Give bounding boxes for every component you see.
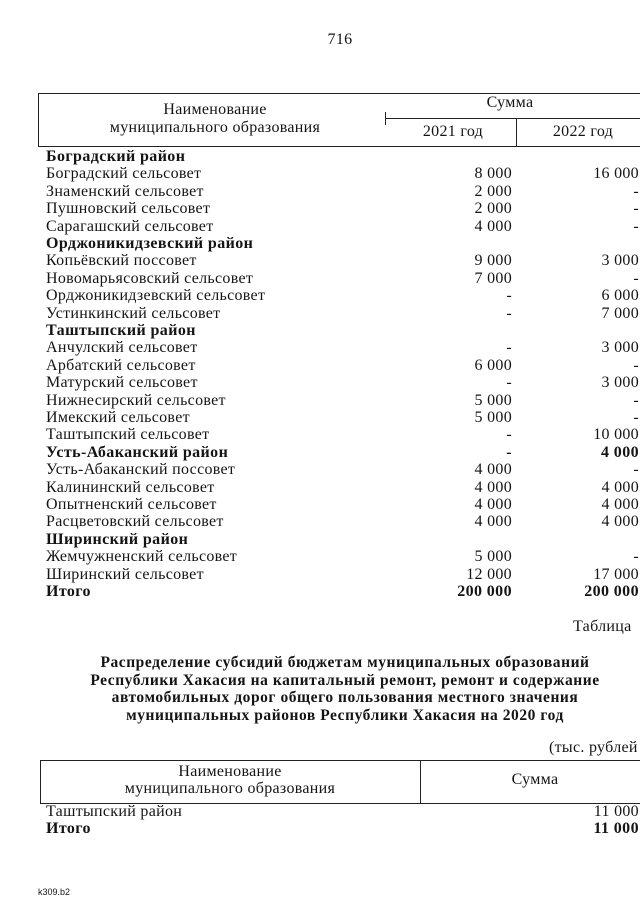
table-row	[38, 426, 640, 443]
table-row	[38, 270, 640, 287]
table2-body	[40, 803, 640, 839]
table-row	[38, 200, 640, 217]
table-row	[38, 479, 640, 496]
table1-2022-header: 2022 год	[552, 123, 614, 140]
value-2022-cell: 6 000	[601, 287, 639, 305]
table-row	[38, 305, 640, 322]
table-row	[38, 513, 640, 530]
row-name-cell: Итого	[46, 820, 91, 837]
value-2021-cell: -	[506, 287, 512, 305]
value-2022-cell: -	[633, 269, 639, 287]
value-2021-cell: -	[506, 339, 512, 357]
footer-code: k309.b2	[38, 887, 71, 897]
table-row	[38, 357, 640, 374]
row-name-cell: Пушновский сельсовет	[46, 200, 211, 218]
value-2022-cell: 17 000	[593, 565, 639, 583]
value-2021-cell: 4 000	[474, 478, 512, 496]
value-2021-cell: 7 000	[474, 269, 512, 287]
value-2022-cell: 10 000	[593, 426, 639, 444]
value-2021-cell: 4 000	[474, 217, 512, 235]
table2-title	[50, 654, 640, 724]
row-name-cell: Орджоникидзевский сельсовет	[46, 287, 266, 305]
value-2021-cell: 5 000	[474, 409, 512, 426]
value-2021-cell: -	[506, 443, 512, 461]
district-row	[38, 531, 640, 548]
table1-left-border	[38, 93, 39, 147]
value-2022-cell: 7 000	[601, 304, 639, 322]
row-name-cell: Таштыпский район	[46, 322, 196, 339]
value-2022-cell: 4 000	[601, 496, 639, 513]
table-row	[38, 218, 640, 235]
row-name-cell: Опытненский сельсовет	[46, 496, 217, 513]
table-row	[38, 461, 640, 478]
table1-name-header-line2: муниципального образования	[109, 119, 321, 136]
row-name-cell: Имекский сельсовет	[46, 409, 190, 426]
page-number: 716	[327, 31, 353, 48]
table-row	[40, 803, 640, 820]
units-label: (тыс. рублей	[549, 739, 638, 756]
row-name-cell: Матурский сельсовет	[46, 374, 198, 392]
table-row	[38, 392, 640, 409]
value-2022-cell: -	[633, 409, 639, 426]
district-row	[38, 322, 640, 339]
row-name-cell: Боградский сельсовет	[46, 165, 202, 183]
table2-name-header-line2: муниципального образования	[124, 780, 336, 797]
value-2022-cell: -	[633, 217, 639, 235]
title-line: Республики Хакасия на капитальный ремонт, ремонт и содержание	[90, 671, 600, 689]
table-row	[38, 496, 640, 513]
district-row	[38, 444, 640, 461]
value-2022-cell: 3 000	[601, 339, 639, 357]
table2-left-border	[40, 760, 41, 804]
table2-top-border	[40, 760, 640, 761]
row-name-cell: Ширинский район	[46, 530, 189, 548]
row-name-cell: Устинкинский сельсовет	[46, 304, 221, 322]
table-row	[38, 339, 640, 356]
row-name-cell: Копьёвский поссовет	[46, 252, 197, 270]
district-row	[38, 148, 640, 165]
value-2021-cell: 2 000	[474, 182, 512, 200]
row-name-cell: Орджоникидзевский район	[46, 235, 254, 252]
title-line: Распределение субсидий бюджетам муниципальных образований	[100, 654, 590, 671]
row-name-cell: Знаменский сельсовет	[46, 182, 204, 200]
row-name-cell: Жемчужненский сельсовет	[46, 548, 238, 566]
table-row	[38, 183, 640, 200]
table1-sum-underline	[385, 118, 640, 119]
value-2022-cell: 16 000	[593, 165, 639, 183]
row-name-cell: Арбатский сельсовет	[46, 356, 196, 374]
row-name-cell: Боградский район	[46, 148, 186, 165]
title-line: автомобильных дорог общего пользования местного значения	[111, 689, 579, 706]
table1-header-bottom-border	[38, 146, 640, 147]
table-row	[38, 252, 640, 269]
value-2021-cell: 2 000	[474, 200, 512, 218]
value-2021-cell: -	[506, 426, 512, 444]
value-2022-cell: 3 000	[601, 374, 639, 392]
row-name-cell: Усть-Абаканский поссовет	[46, 461, 236, 479]
table-row	[38, 287, 640, 304]
value-2022-cell: 200 000	[584, 583, 639, 600]
row-name-cell: Нижнесирский сельсовет	[46, 391, 226, 409]
value-2022-cell: -	[633, 182, 639, 200]
value-cell: 11 000	[593, 820, 639, 837]
table-row	[38, 566, 640, 583]
row-name-cell: Таштыпский сельсовет	[46, 426, 210, 444]
table-row	[38, 165, 640, 182]
value-2022-cell: 3 000	[601, 252, 639, 270]
value-2022-cell: 4 000	[601, 443, 639, 461]
row-name-cell: Анчулский сельсовет	[46, 339, 198, 357]
value-2022-cell: -	[633, 391, 639, 409]
value-2021-cell: 4 000	[474, 496, 512, 513]
table2-sum-header: Сумма	[511, 771, 559, 788]
value-2022-cell: -	[633, 200, 639, 218]
value-2022-cell: -	[633, 548, 639, 566]
table1-body	[38, 148, 640, 600]
row-name-cell: Калининский сельсовет	[46, 478, 215, 496]
value-2021-cell: 4 000	[474, 461, 512, 479]
table2-name-header-line1: Наименование	[178, 763, 282, 780]
value-2021-cell: 8 000	[474, 165, 512, 183]
table-label: Таблица	[573, 618, 632, 635]
value-2021-cell: -	[506, 374, 512, 392]
row-name-cell: Сарагашский сельсовет	[46, 217, 214, 235]
row-name-cell: Ширинский сельсовет	[46, 565, 204, 583]
row-name-cell: Таштыпский район	[46, 803, 183, 820]
value-2022-cell: 4 000	[601, 478, 639, 496]
table1-sum-header: Сумма	[486, 94, 534, 111]
value-cell: 11 000	[593, 803, 639, 820]
total-row	[40, 820, 640, 837]
value-2021-cell: 9 000	[474, 252, 512, 270]
total-row	[38, 583, 640, 600]
value-2021-cell: -	[506, 304, 512, 322]
value-2021-cell: 4 000	[474, 513, 512, 531]
row-name-cell: Расцветовский сельсовет	[46, 513, 224, 531]
row-name-cell: Итого	[46, 583, 91, 600]
value-2022-cell: 4 000	[601, 513, 639, 531]
district-row	[38, 235, 640, 252]
table1-year-divider	[516, 118, 517, 147]
table1-2021-header: 2021 год	[422, 123, 484, 140]
table-row	[38, 374, 640, 391]
table2-column-divider	[420, 760, 421, 804]
table1-name-header-line1: Наименование	[163, 101, 267, 118]
table-row	[38, 548, 640, 565]
title-line: муниципальных районов Республики Хакасия на 2020 год	[126, 706, 564, 724]
row-name-cell: Новомарьясовский сельсовет	[46, 269, 254, 287]
value-2022-cell: -	[633, 356, 639, 374]
table-row	[38, 409, 640, 426]
value-2021-cell: 6 000	[474, 356, 512, 374]
value-2021-cell: 12 000	[466, 565, 512, 583]
value-2021-cell: 5 000	[474, 391, 512, 409]
value-2021-cell: 5 000	[474, 548, 512, 566]
value-2021-cell: 200 000	[457, 583, 512, 600]
row-name-cell: Усть-Абаканский район	[46, 443, 229, 461]
value-2022-cell: -	[633, 461, 639, 479]
